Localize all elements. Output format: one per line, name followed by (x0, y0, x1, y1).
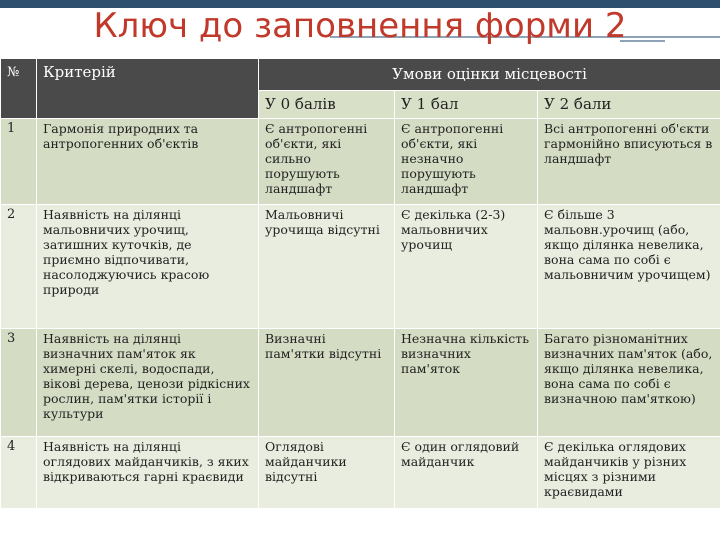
row-score-1: Незначна кількість визначних пам'яток (395, 329, 538, 437)
header-criterion: Критерій (37, 59, 259, 119)
row-num: 2 (1, 205, 37, 329)
header-score-2: У 2 бали (538, 91, 720, 119)
header-score-0: У 0 балів (259, 91, 395, 119)
row-score-2: Всі антропогенні об'єкти гармонійно вписуються в ландшафт (538, 119, 720, 205)
row-score-0: Визначні пам'ятки відсутні (259, 329, 395, 437)
row-num: 3 (1, 329, 37, 437)
table-row (1, 205, 720, 329)
row-num: 1 (1, 119, 37, 205)
evaluation-table (0, 58, 720, 509)
row-score-1: Є антропогенні об'єкти, які незначно порушують ландшафт (395, 119, 538, 205)
header-num: № (1, 59, 37, 119)
header-conditions: Умови оцінки місцевості (259, 59, 720, 91)
row-num: 4 (1, 437, 37, 509)
row-score-2: Є більше 3 мальовн.урочищ (або, якщо ділянка невелика, вона сама по собі є мальовничим урочищем) (538, 205, 720, 329)
row-criterion: Наявність на ділянці мальовничих урочищ, затишних куточків, де приємно відпочивати, насолоджуючись красою природи (37, 205, 259, 329)
row-score-1: Є один оглядовий майданчик (395, 437, 538, 509)
table-row (1, 329, 720, 437)
table-row (1, 119, 720, 205)
row-score-1: Є декілька (2-3) мальовничих урочищ (395, 205, 538, 329)
row-score-0: Є антропогенні об'єкти, які сильно порушують ландшафт (259, 119, 395, 205)
table-row (1, 437, 720, 509)
row-criterion: Гармонія природних та антропогенних об'єктів (37, 119, 259, 205)
row-score-2: Багато різноманітних визначних пам'яток (або, якщо ділянка невелика, вона сама по собі є визначною пам'яткою) (538, 329, 720, 437)
row-criterion: Наявність на ділянці оглядових майданчиків, з яких відкриваються гарні краєвиди (37, 437, 259, 509)
header-score-1: У 1 бал (395, 91, 538, 119)
page-title: Ключ до заповнення форми 2 (93, 6, 627, 46)
row-score-0: Мальовничі урочища відсутні (259, 205, 395, 329)
row-criterion: Наявність на ділянці визначних пам'яток як химерні скелі, водоспади, вікові дерева, ценози рідкісних рослин, пам'ятки історії і культури (37, 329, 259, 437)
row-score-0: Оглядові майданчики відсутні (259, 437, 395, 509)
row-score-2: Є декілька оглядових майданчиків у різних місцях з різними краєвидами (538, 437, 720, 509)
